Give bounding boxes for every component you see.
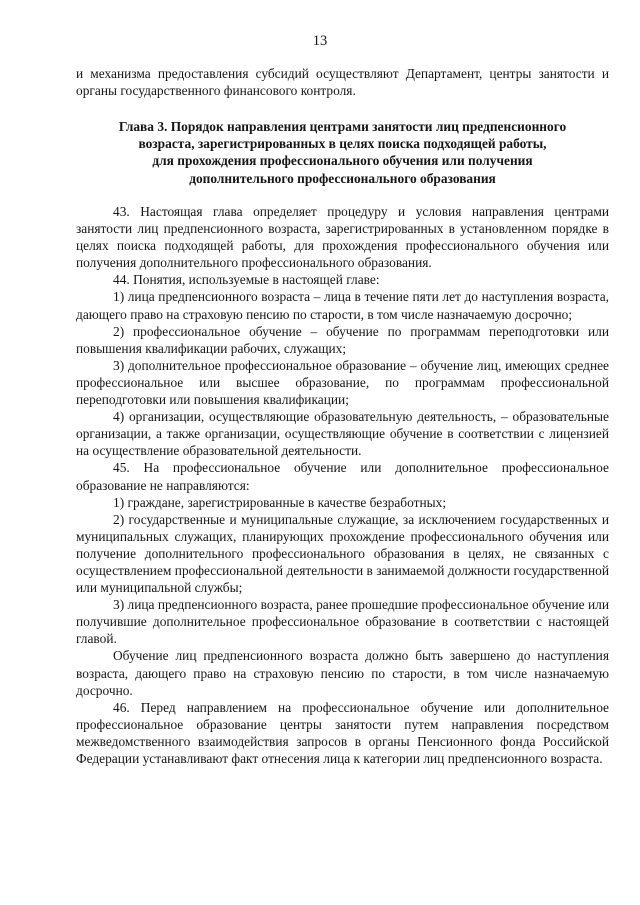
- paragraph-45-item-2: 2) государственные и муниципальные служащие, за исключением государственных и муниципальных служащих, планирующих прохождение профессионального обучения или получение дополнительного профессионального образования в целях, не связанных с осуществлением профессиональной деятельности в занимаемой должности государственной или муниципальной службы;: [76, 511, 609, 596]
- paragraph-44-item-3: 3) дополнительное профессиональное образование – обучение лиц, имеющих среднее профессиональное или высшее образование, по программам профессиональной переподготовки или повышения квалификации;: [76, 357, 609, 408]
- paragraph-43: 43. Настоящая глава определяет процедуру и условия направления центрами занятости лиц предпенсионного возраста, зарегистрированных в установленном порядке в целях поиска подходящей работы, для прохождения профессионального обучения или получения дополнительного профессионального образования.: [76, 204, 609, 271]
- chapter-heading: [76, 118, 609, 187]
- paragraph-45-item-1: 1) граждане, зарегистрированные в качестве безработных;: [113, 494, 447, 510]
- intro-text: и механизма предоставления субсидий осуществляют Департамент, центры занятости и органы государственного финансового контроля.: [76, 66, 609, 99]
- chapter-heading-line: возраста, зарегистрированных в целях поиска подходящей работы,: [138, 136, 547, 152]
- chapter-heading-line: дополнительного профессионального образования: [189, 170, 496, 186]
- paragraph-44-item-1: 1) лица предпенсионного возраста – лица в течение пяти лет до наступления возраста, дающего право на страховую пенсию по старости, в том числе назначаемую досрочно;: [76, 289, 609, 322]
- body-text: [76, 203, 609, 767]
- page-number: 13: [312, 33, 328, 49]
- paragraph-45-note: Обучение лиц предпенсионного возраста должно быть завершено до наступления возраста, дающего право на страховую пенсию по старости, в том числе назначаемую досрочно.: [76, 648, 609, 698]
- chapter-heading-line: для прохождения профессионального обучения или получения: [152, 153, 533, 169]
- paragraph-45: 45. На профессиональное обучение или дополнительное профессиональное образование не направляются:: [76, 460, 609, 493]
- paragraph-44-item-2: 2) профессиональное обучение – обучение по программам переподготовки или повышения квалификации рабочих, служащих;: [76, 323, 609, 356]
- paragraph-44: 44. Понятия, используемые в настоящей главе:: [113, 272, 380, 288]
- intro-paragraph: [76, 65, 609, 99]
- paragraph-45-item-3: 3) лица предпенсионного возраста, ранее прошедшие профессиональное обучение или получившие дополнительное профессиональное образование в соответствии с настоящей главой.: [76, 597, 609, 647]
- paragraph-46: 46. Перед направлением на профессиональное обучение или дополнительное профессиональное образование центры занятости путем направления посредством межведомственного взаимодействия запросов в органы Пенсионного фонда Российской Федерации устанавливают факт отнесения лица к категории лиц предпенсионного возраста.: [76, 699, 609, 766]
- chapter-heading-line: Глава 3. Порядок направления центрами занятости лиц предпенсионного: [118, 119, 567, 134]
- paragraph-44-item-4: 4) организации, осуществляющие образовательную деятельность, – образовательные организации, а также организации, осуществляющие обучение в соответствии с лицензией на осуществление образовательной деятельности.: [76, 409, 609, 459]
